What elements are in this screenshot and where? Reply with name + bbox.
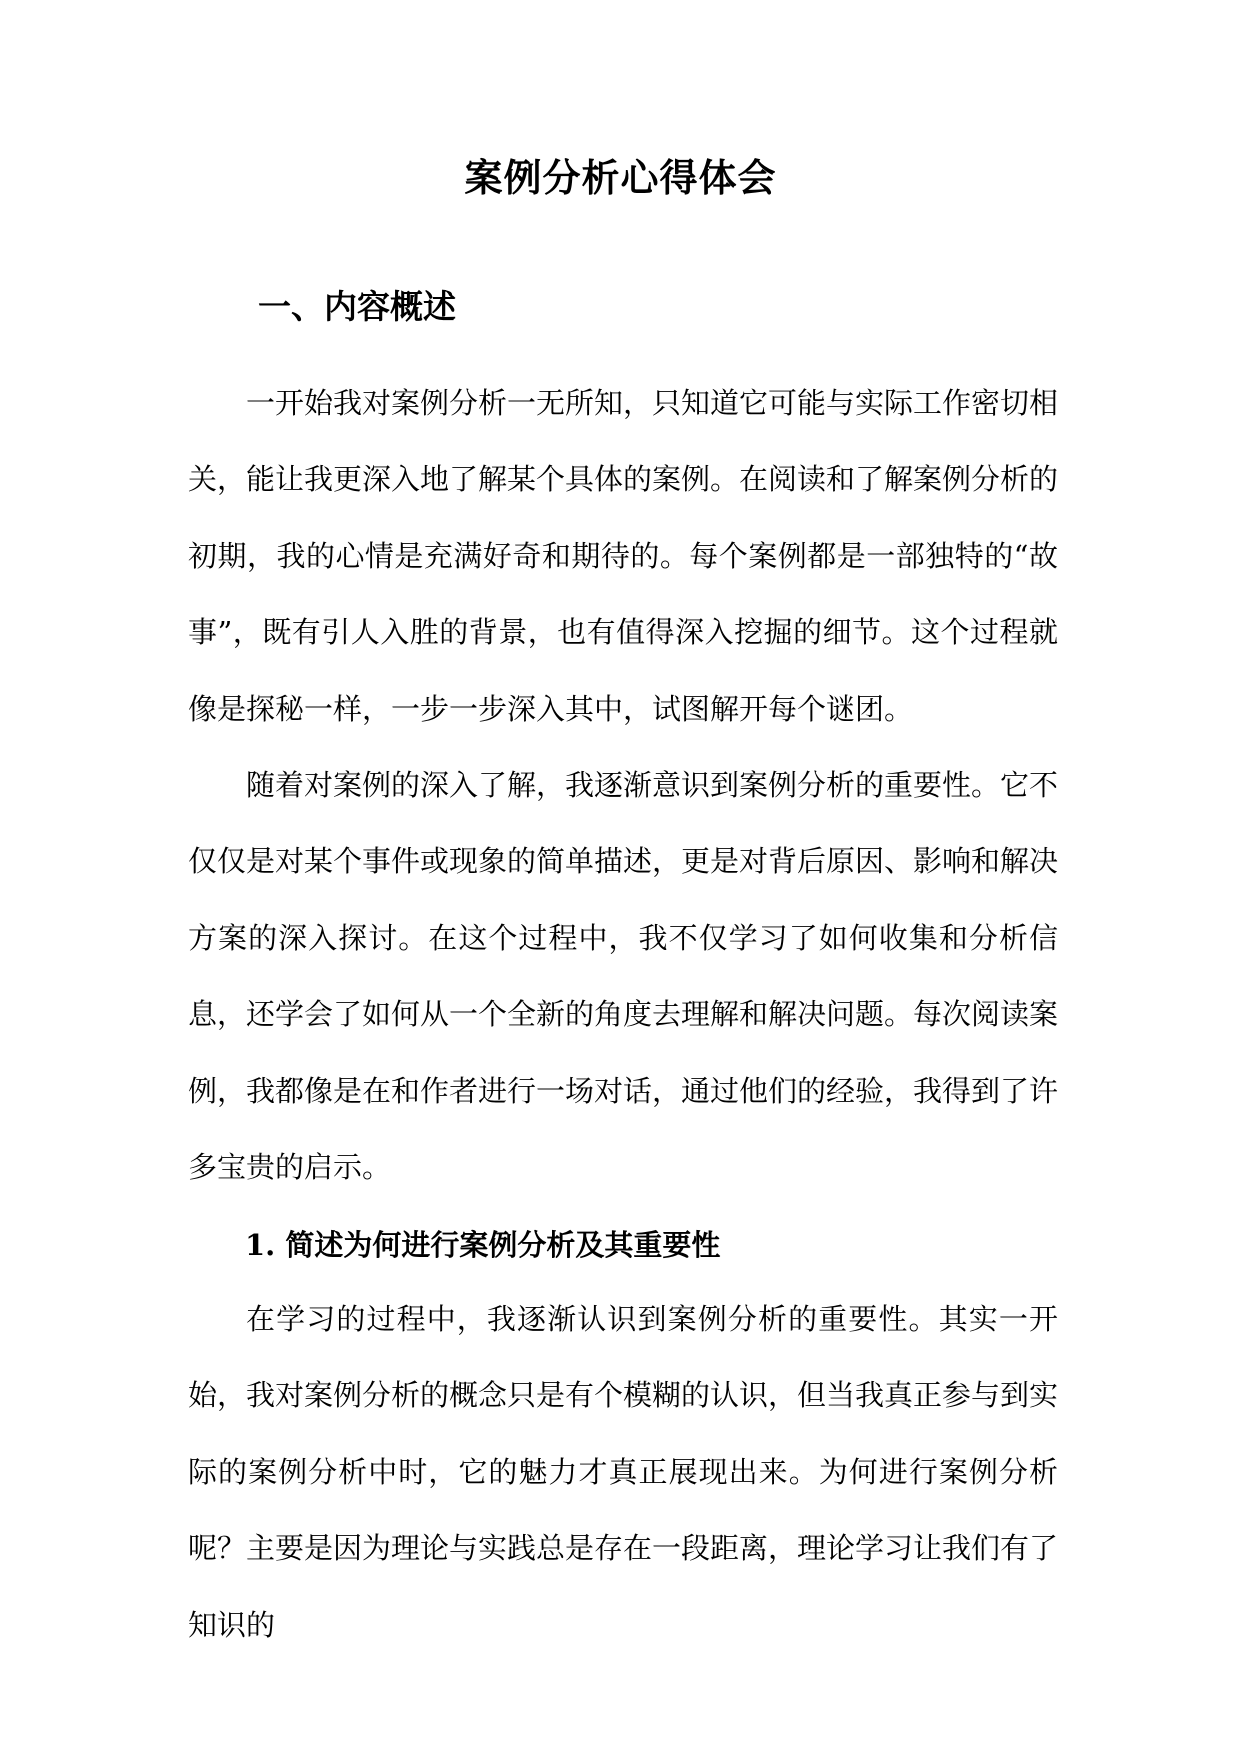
document-title: 案例分析心得体会 bbox=[464, 155, 777, 200]
subsection-heading-why-case-analysis: 1. 简述为何进行案例分析及其重要性 bbox=[245, 1228, 721, 1262]
paragraph-overview-2: 随着对案例的深入了解，我逐渐意识到案例分析的重要性。它不仅仅是对某个事件或现象的简单描述，更是对背后原因、影响和解决方案的深入探讨。在这个过程中，我不仅学习了如何收集和分析信息，还学会了如何从一个全新的角度去理解和解决问题。每次阅读案例，我都像是在和作者进行一场对话，通过他们的经验，我得到了许多宝贵的启示。 bbox=[188, 768, 1059, 1185]
paragraph-overview-1: 一开始我对案例分析一无所知，只知道它可能与实际工作密切相关，能让我更深入地了解某个具体的案例。在阅读和了解案例分析的初期，我的心情是充满好奇和期待的。每个案例都是一部独特的“故事”，既有引人入胜的背景，也有值得深入挖掘的细节。这个过程就像是探秘一样，一步一步深入其中，试图解开每个谜团。 bbox=[188, 386, 1059, 726]
paragraph-why-case-analysis-1: 在学习的过程中，我逐渐认识到案例分析的重要性。其实一开始，我对案例分析的概念只是有个模糊的认识，但当我真正参与到实际的案例分析中时，它的魅力才真正展现出来。为何进行案例分析呢？主要是因为理论与实践总是存在一段距离，理论学习让我们有了知识的 bbox=[188, 1302, 1059, 1642]
section-heading-overview: 一、内容概述 bbox=[258, 287, 456, 326]
